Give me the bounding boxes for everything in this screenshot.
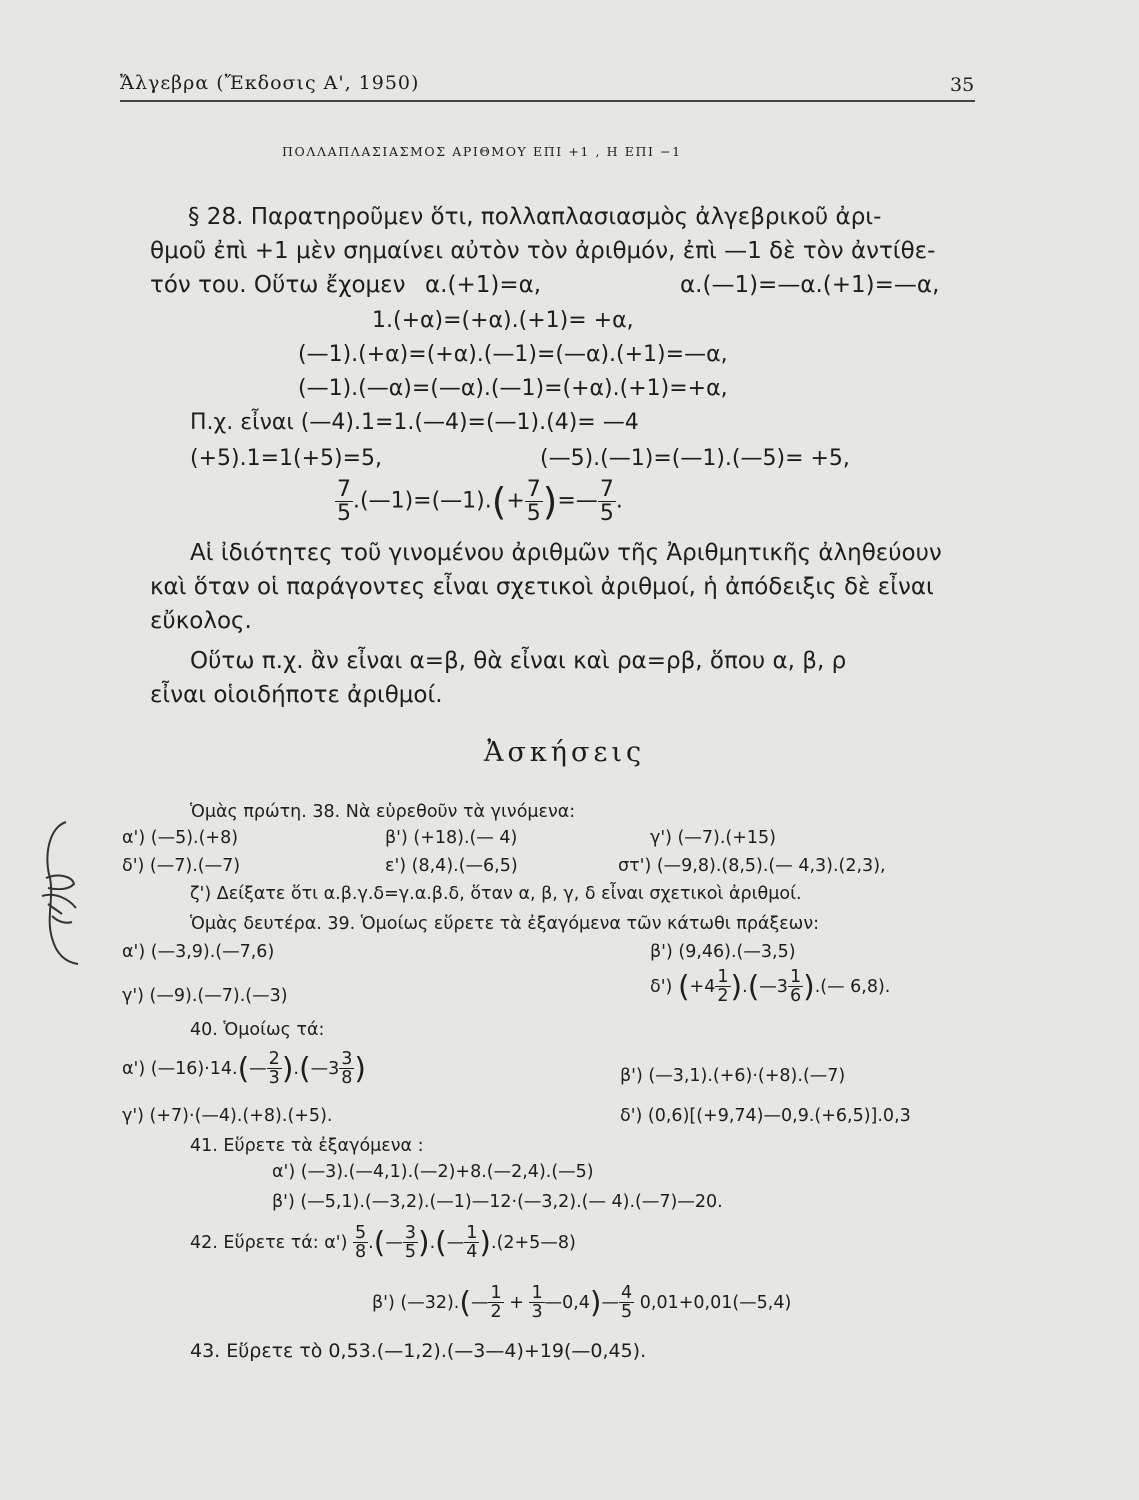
fraction: $\frac{1}{2}$ (717, 967, 729, 1007)
fraction: $\frac{7}{5}$ (337, 477, 351, 527)
group1-intro: Ὁμὰς πρώτη. 38. Νὰ εὑρεθοῦν τὰ γινόμενα: (190, 802, 576, 822)
ex43: 43. Εὕρετε τὸ 0,53.(—1,2).(—3—4)+19(—0,45). (190, 1340, 647, 1362)
fraction: $\frac{7}{5}$ (599, 477, 614, 527)
p3-line1: Οὕτω π.χ. ἂν εἶναι α=β, θὰ εἶναι καὶ ρα=ρβ, ὅπου α, β, ρ (190, 648, 847, 674)
ex41-intro: 41. Εὕρετε τὰ ἐξαγόμενα : (190, 1136, 424, 1156)
ex40-d: δ') (0,6)[(+9,74)—0,9.(+6,5)].0,3 (620, 1106, 911, 1126)
exercises-heading: Ἀσκήσεις (484, 737, 646, 768)
ex39-b: β') (9,46).(—3,5) (650, 942, 796, 962)
running-title: Ἄλγεβρα (Ἔκδοσις Α', 1950) (120, 72, 420, 94)
ex40-intro: 40. Ὁμοίως τά: (190, 1020, 325, 1040)
ex40-c: γ') (+7)·(—4).(+8).(+5). (122, 1106, 333, 1126)
fraction: $\frac{3}{5}$ (404, 1223, 416, 1263)
ex38-d: δ') (—7).(—7) (122, 856, 241, 876)
ex39-d: δ') (+4 $\frac{1}{2}$ ).(—3 $\frac{1}{6}$ ).(— 6,8). (650, 967, 891, 1007)
page-number: 35 (950, 74, 975, 96)
s28-line3-eq1: α.(+1)=α, (425, 272, 542, 298)
ex38-f: στ') (—9,8).(8,5).(— 4,3).(2,3), (618, 856, 886, 876)
section-title: ΠΟΛΛΑΠΛΑΣΙΑΣΜΟΣ ΑΡΙΘΜΟΥ ΕΠΙ +1 , Η ΕΠΙ −1 (282, 144, 682, 159)
group2-intro: Ὁμὰς δευτέρα. 39. Ὁμοίως εὕρετε τὰ ἐξαγόμενα τῶν κάτωθι πράξεων: (190, 914, 820, 934)
ex38-a: α') (—5).(+8) (122, 828, 239, 848)
fraction: $\frac{4}{5}$ (621, 1283, 633, 1323)
ex41-b: β') (—5,1).(—3,2).(—1)—12·(—3,2).(— 4).(—7)—20. (272, 1192, 723, 1212)
header-rule (120, 100, 975, 102)
ex41-a: α') (—3).(—4,1).(—2)+8.(—2,4).(—5) (272, 1162, 594, 1182)
s28-line2: θμοῦ ἐπὶ +1 μὲν σημαίνει αὐτὸν τὸν ἀριθμόν, ἐπὶ —1 δὲ τὸν ἀντίθε- (150, 238, 936, 264)
margin-doodle-icon (28, 818, 98, 968)
eq-e2: (—5).(—1)=(—1).(—5)= +5, (540, 446, 850, 471)
ex38-c: γ') (—7).(+15) (650, 828, 776, 848)
fraction: $\frac{5}{8}$ (354, 1223, 367, 1263)
eq-d: Π.χ. εἶναι (—4).1=1.(—4)=(—1).(4)= —4 (190, 410, 639, 435)
fraction: $\frac{7}{5}$ (526, 477, 541, 527)
ex38-b: β') (+18).(— 4) (385, 828, 518, 848)
eq-f: $\frac{7}{5}$ .(—1)=(—1).(+ $\frac{7}{5}$ )=— $\frac{7}{5}$ . (337, 477, 623, 527)
eq-a: 1.(+α)=(+α).(+1)= +α, (372, 308, 634, 333)
eq-b: (—1).(+α)=(+α).(—1)=(—α).(+1)=—α, (298, 342, 728, 367)
ex42-a: 42. Εὕρετε τά: α') $\frac{5}{8}$ .(— $\frac{3}{5}$ ).(— $\frac{1}{4}$ ).(2+5—8) (190, 1223, 576, 1263)
eq-e1: (+5).1=1(+5)=5, (190, 446, 383, 471)
ex39-a: α') (—3,9).(—7,6) (122, 942, 275, 962)
fraction: $\frac{1}{2}$ (490, 1283, 502, 1323)
ex38-z: ζ') Δείξατε ὅτι α.β.γ.δ=γ.α.β.δ, ὅταν α, β, γ, δ εἶναι σχετικοὶ ἀριθμοί. (190, 884, 802, 904)
ex42-b: β') (—32).(— $\frac{1}{2}$ + $\frac{1}{3}$ —0,4)— $\frac{4}{5}$ 0,01+0,01(—5,4) (372, 1283, 792, 1323)
fraction: $\frac{2}{3}$ (268, 1049, 280, 1089)
p2-line3: εὔκολος. (150, 608, 252, 634)
fraction: $\frac{1}{6}$ (789, 967, 802, 1007)
p3-line2: εἶναι οἱοιδήποτε ἀριθμοί. (150, 682, 443, 708)
ex39-c: γ') (—9).(—7).(—3) (122, 986, 288, 1006)
s28-line3-text: τόν του. Οὕτω ἔχομεν (150, 272, 406, 298)
fraction: $\frac{1}{3}$ (531, 1283, 543, 1323)
eq-c: (—1).(—α)=(—α).(—1)=(+α).(+1)=+α, (298, 376, 728, 401)
fraction: $\frac{3}{8}$ (341, 1049, 353, 1089)
p2-line1: Αἱ ἰδιότητες τοῦ γινομένου ἀριθμῶν τῆς Ἀριθμητικῆς ἀληθεύουν (190, 540, 942, 566)
s28-line1: § 28. Παρατηροῦμεν ὅτι, πολλαπλασιασμὸς ἀλγεβρικοῦ ἀρι- (188, 204, 882, 230)
p2-line2: καὶ ὅταν οἱ παράγοντες εἶναι σχετικοὶ ἀριθμοί, ἡ ἀπόδειξις δὲ εἶναι (150, 574, 934, 600)
ex40-a: α') (—16)·14.(— $\frac{2}{3}$ ).(—3 $\frac{3}{8}$ ) (122, 1049, 366, 1089)
ex40-b: β') (—3,1).(+6)·(+8).(—7) (620, 1066, 846, 1086)
ex38-e: ε') (8,4).(—6,5) (385, 856, 518, 876)
fraction: $\frac{1}{4}$ (466, 1223, 478, 1263)
s28-line3-eq2: α.(—1)=—α.(+1)=—α, (680, 272, 940, 298)
